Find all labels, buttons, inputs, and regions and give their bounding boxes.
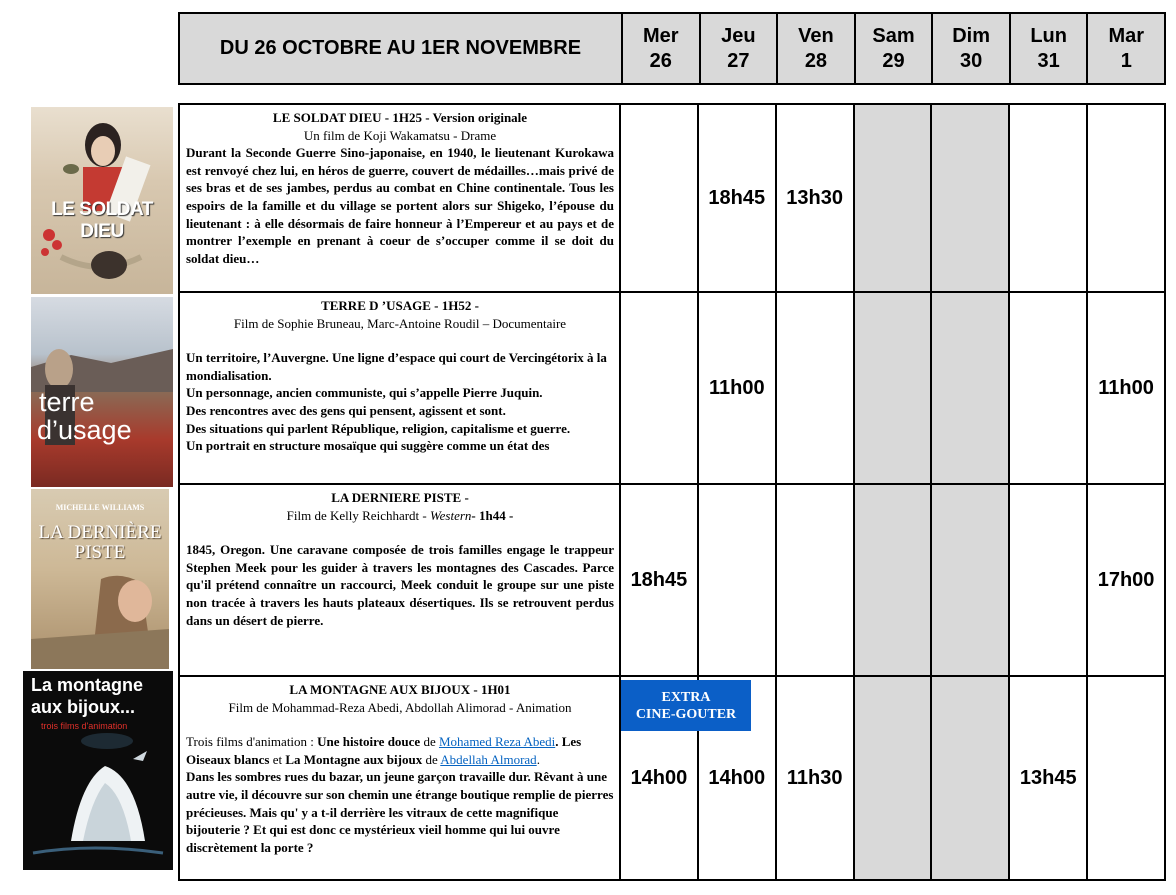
showtime-sun — [932, 105, 1010, 291]
showtime-sat — [855, 677, 933, 879]
showtime-fri — [777, 293, 855, 483]
showtime-wed — [621, 105, 699, 291]
film-duration: - 1h44 - — [471, 507, 514, 523]
film-title: LE SOLDAT DIEU - 1H25 - Version originale — [272, 110, 528, 125]
film-synopsis-line: Un portrait en structure mosaïque qui suggère comme un état des — [186, 438, 550, 454]
film-row-soldat-dieu — [180, 105, 1164, 293]
day-name: Mar — [1108, 24, 1145, 47]
badge-line-1: EXTRA — [661, 689, 711, 705]
film-description — [180, 105, 621, 291]
extra-cine-gouter-badge — [621, 680, 751, 731]
short-film-1: Une histoire douce — [317, 734, 421, 750]
showtime-wed — [621, 293, 699, 483]
showtime-tue — [1088, 677, 1164, 879]
intro-text: Trois films d'animation : — [186, 734, 318, 750]
showtime-sun — [932, 677, 1010, 879]
intro-text: de — [420, 734, 439, 750]
showtime-mon — [1010, 105, 1088, 291]
showtime-thu: 14h00 — [699, 677, 777, 879]
intro-text: et — [269, 751, 286, 767]
showtime-tue — [1088, 105, 1164, 291]
day-number: 29 — [882, 49, 905, 72]
film-synopsis-line: Un personnage, ancien communiste, qui s’appelle Pierre Juquin. — [186, 385, 543, 401]
director-link-2[interactable]: Abdellah Almorad — [440, 751, 537, 767]
poster-title: LA DERNIÈRE PISTE — [38, 522, 162, 563]
film-genre: Western — [430, 507, 472, 523]
film-title: LA MONTAGNE AUX BIJOUX - 1H01 — [289, 682, 511, 697]
day-name: Dim — [952, 24, 990, 47]
director-link-1[interactable]: Mohamed Reza Abedi — [438, 734, 556, 750]
poster-derniere-piste[interactable] — [31, 489, 169, 669]
poster-title: LE SOLDAT DIEU — [51, 199, 153, 242]
schedule-grid — [178, 103, 1166, 881]
week-title: DU 26 OCTOBRE AU 1ER NOVEMBRE — [180, 14, 623, 83]
film-synopsis-line: Un territoire, l’Auvergne. Une ligne d’espace qui court de Vercingétorix à la mondialisation. — [186, 350, 607, 383]
badge-line-2: CINE-GOUTER — [635, 706, 737, 722]
film-title: LA DERNIERE PISTE - — [331, 490, 469, 505]
schedule-header — [178, 12, 1166, 85]
intro-text: de — [422, 751, 441, 767]
film-credits: Un film de Koji Wakamatsu - Drame — [303, 127, 497, 143]
showtime-fri: 13h30 — [777, 105, 855, 291]
film-title: TERRE D ’USAGE - 1H52 - — [321, 298, 479, 313]
showtime-tue: 11h00 — [1098, 376, 1154, 399]
day-number: 27 — [727, 49, 750, 72]
showtime-fri — [777, 485, 855, 675]
showtime-sat — [855, 485, 933, 675]
showtime-sat — [855, 293, 933, 483]
showtime-sat — [855, 105, 933, 291]
film-credits — [186, 507, 614, 525]
day-number: 31 — [1037, 49, 1060, 72]
poster-montagne-bijoux[interactable] — [23, 671, 173, 870]
film-synopsis: Durant la Seconde Guerre Sino-japonaise, en 1940, le lieutenant Kurokawa est renvoyé chez lui, en héros de guerre, couvert de médailles…mais privé de ses bras et de ses jambes, perdus au combat en Chine continentale. Tous les espoirs de la famille et du village se portent alors sur Shigeko, l’épouse du lieutenant : à elle désormais de faire honneur à l’Empereur et au pays et de montrer l’exemple en prenant à coeur de s’occuper comme il se doit du soldat dieu… — [186, 145, 614, 266]
film-description — [180, 677, 621, 879]
showtime-thu — [699, 485, 777, 675]
film-description — [180, 293, 621, 483]
day-sat — [856, 14, 934, 83]
poster-terre-usage[interactable] — [31, 297, 173, 487]
showtime-sun — [932, 485, 1010, 675]
film-director: Film de Kelly Reichhardt - — [286, 507, 431, 523]
intro-text: . — [555, 734, 562, 750]
day-name: Mer — [643, 24, 679, 47]
film-synopsis: 1845, Oregon. Une caravane composée de trois familles engage le trappeur Stephen Meek pour les guider à travers les montagnes des Cascades. Parce qu'il prétend connaître un raccourci, Meek conduit le groupe sur une piste non tracée à travers les hauts plateaux désertiques. Ils se retrouvent perdus dans un désert de pierre. — [186, 542, 614, 628]
film-synopsis-line: Des rencontres avec des gens qui pensent, agissent et sont. — [186, 402, 506, 418]
day-wed — [623, 14, 701, 83]
showtime-wed: 18h45 — [621, 485, 699, 675]
day-name: Jeu — [721, 24, 756, 47]
film-synopsis: Dans les sombres rues du bazar, un jeune garçon travaille dur. Rêvant à une autre vie, il découvre sur son chemin une étrange boutique remplie de pierres précieuses. Mais qu' y a t-il derrière les vitraux de cette magnifique bijouterie ? Et qui est donc ce mystérieux vieil homme qui lui ouvre discrètement la porte ? — [186, 769, 614, 855]
day-thu — [701, 14, 779, 83]
showtime-fri: 11h30 — [777, 677, 855, 879]
day-name: Sam — [872, 24, 915, 47]
film-credits: Film de Mohammad-Reza Abedi, Abdollah Alimorad - Animation — [228, 699, 572, 715]
poster-title-line2: d’usage — [37, 415, 132, 445]
showtime-thu: 18h45 — [699, 105, 777, 291]
day-mon — [1011, 14, 1089, 83]
poster-derniere-piste-art — [31, 489, 169, 669]
showtime-sun — [932, 293, 1010, 483]
day-number: 30 — [959, 49, 983, 72]
day-fri — [778, 14, 856, 83]
showtime-mon — [1010, 293, 1088, 483]
poster-title-line1: La montagne — [31, 675, 144, 695]
poster-title-line1: terre — [39, 387, 95, 417]
day-sun — [933, 14, 1011, 83]
day-tue — [1088, 14, 1164, 83]
day-name: Lun — [1030, 24, 1067, 47]
film-intro — [186, 733, 614, 768]
poster-title-line2: aux bijoux... — [31, 697, 136, 717]
showtime-mon: 13h45 — [1010, 677, 1088, 879]
film-description — [180, 485, 621, 675]
short-film-2: Les Oiseaux blancs — [186, 734, 582, 767]
intro-text: . — [536, 751, 540, 767]
showtime-mon — [1010, 485, 1088, 675]
showtime-tue: 17h00 — [1097, 568, 1155, 591]
poster-soldat-dieu[interactable] — [31, 107, 173, 294]
short-film-3: La Montagne aux bijoux — [285, 751, 423, 767]
film-row-terre-usage — [180, 293, 1164, 485]
day-number: 1 — [1120, 49, 1132, 72]
day-number: 28 — [804, 49, 828, 72]
film-synopsis-line: Des situations qui parlent République, religion, capitalisme et guerre. — [186, 420, 571, 436]
poster-tagline: trois films d'animation — [41, 721, 128, 731]
showtime-thu: 11h00 — [699, 293, 777, 483]
day-name: Ven — [798, 24, 834, 47]
showtime-wed: 14h00 — [621, 677, 699, 879]
poster-actor: MICHELLE WILLIAMS — [55, 503, 145, 512]
film-credits: Film de Sophie Bruneau, Marc-Antoine Roudil – Documentaire — [233, 315, 567, 331]
film-row-derniere-piste — [180, 485, 1164, 677]
day-number: 26 — [649, 49, 672, 72]
